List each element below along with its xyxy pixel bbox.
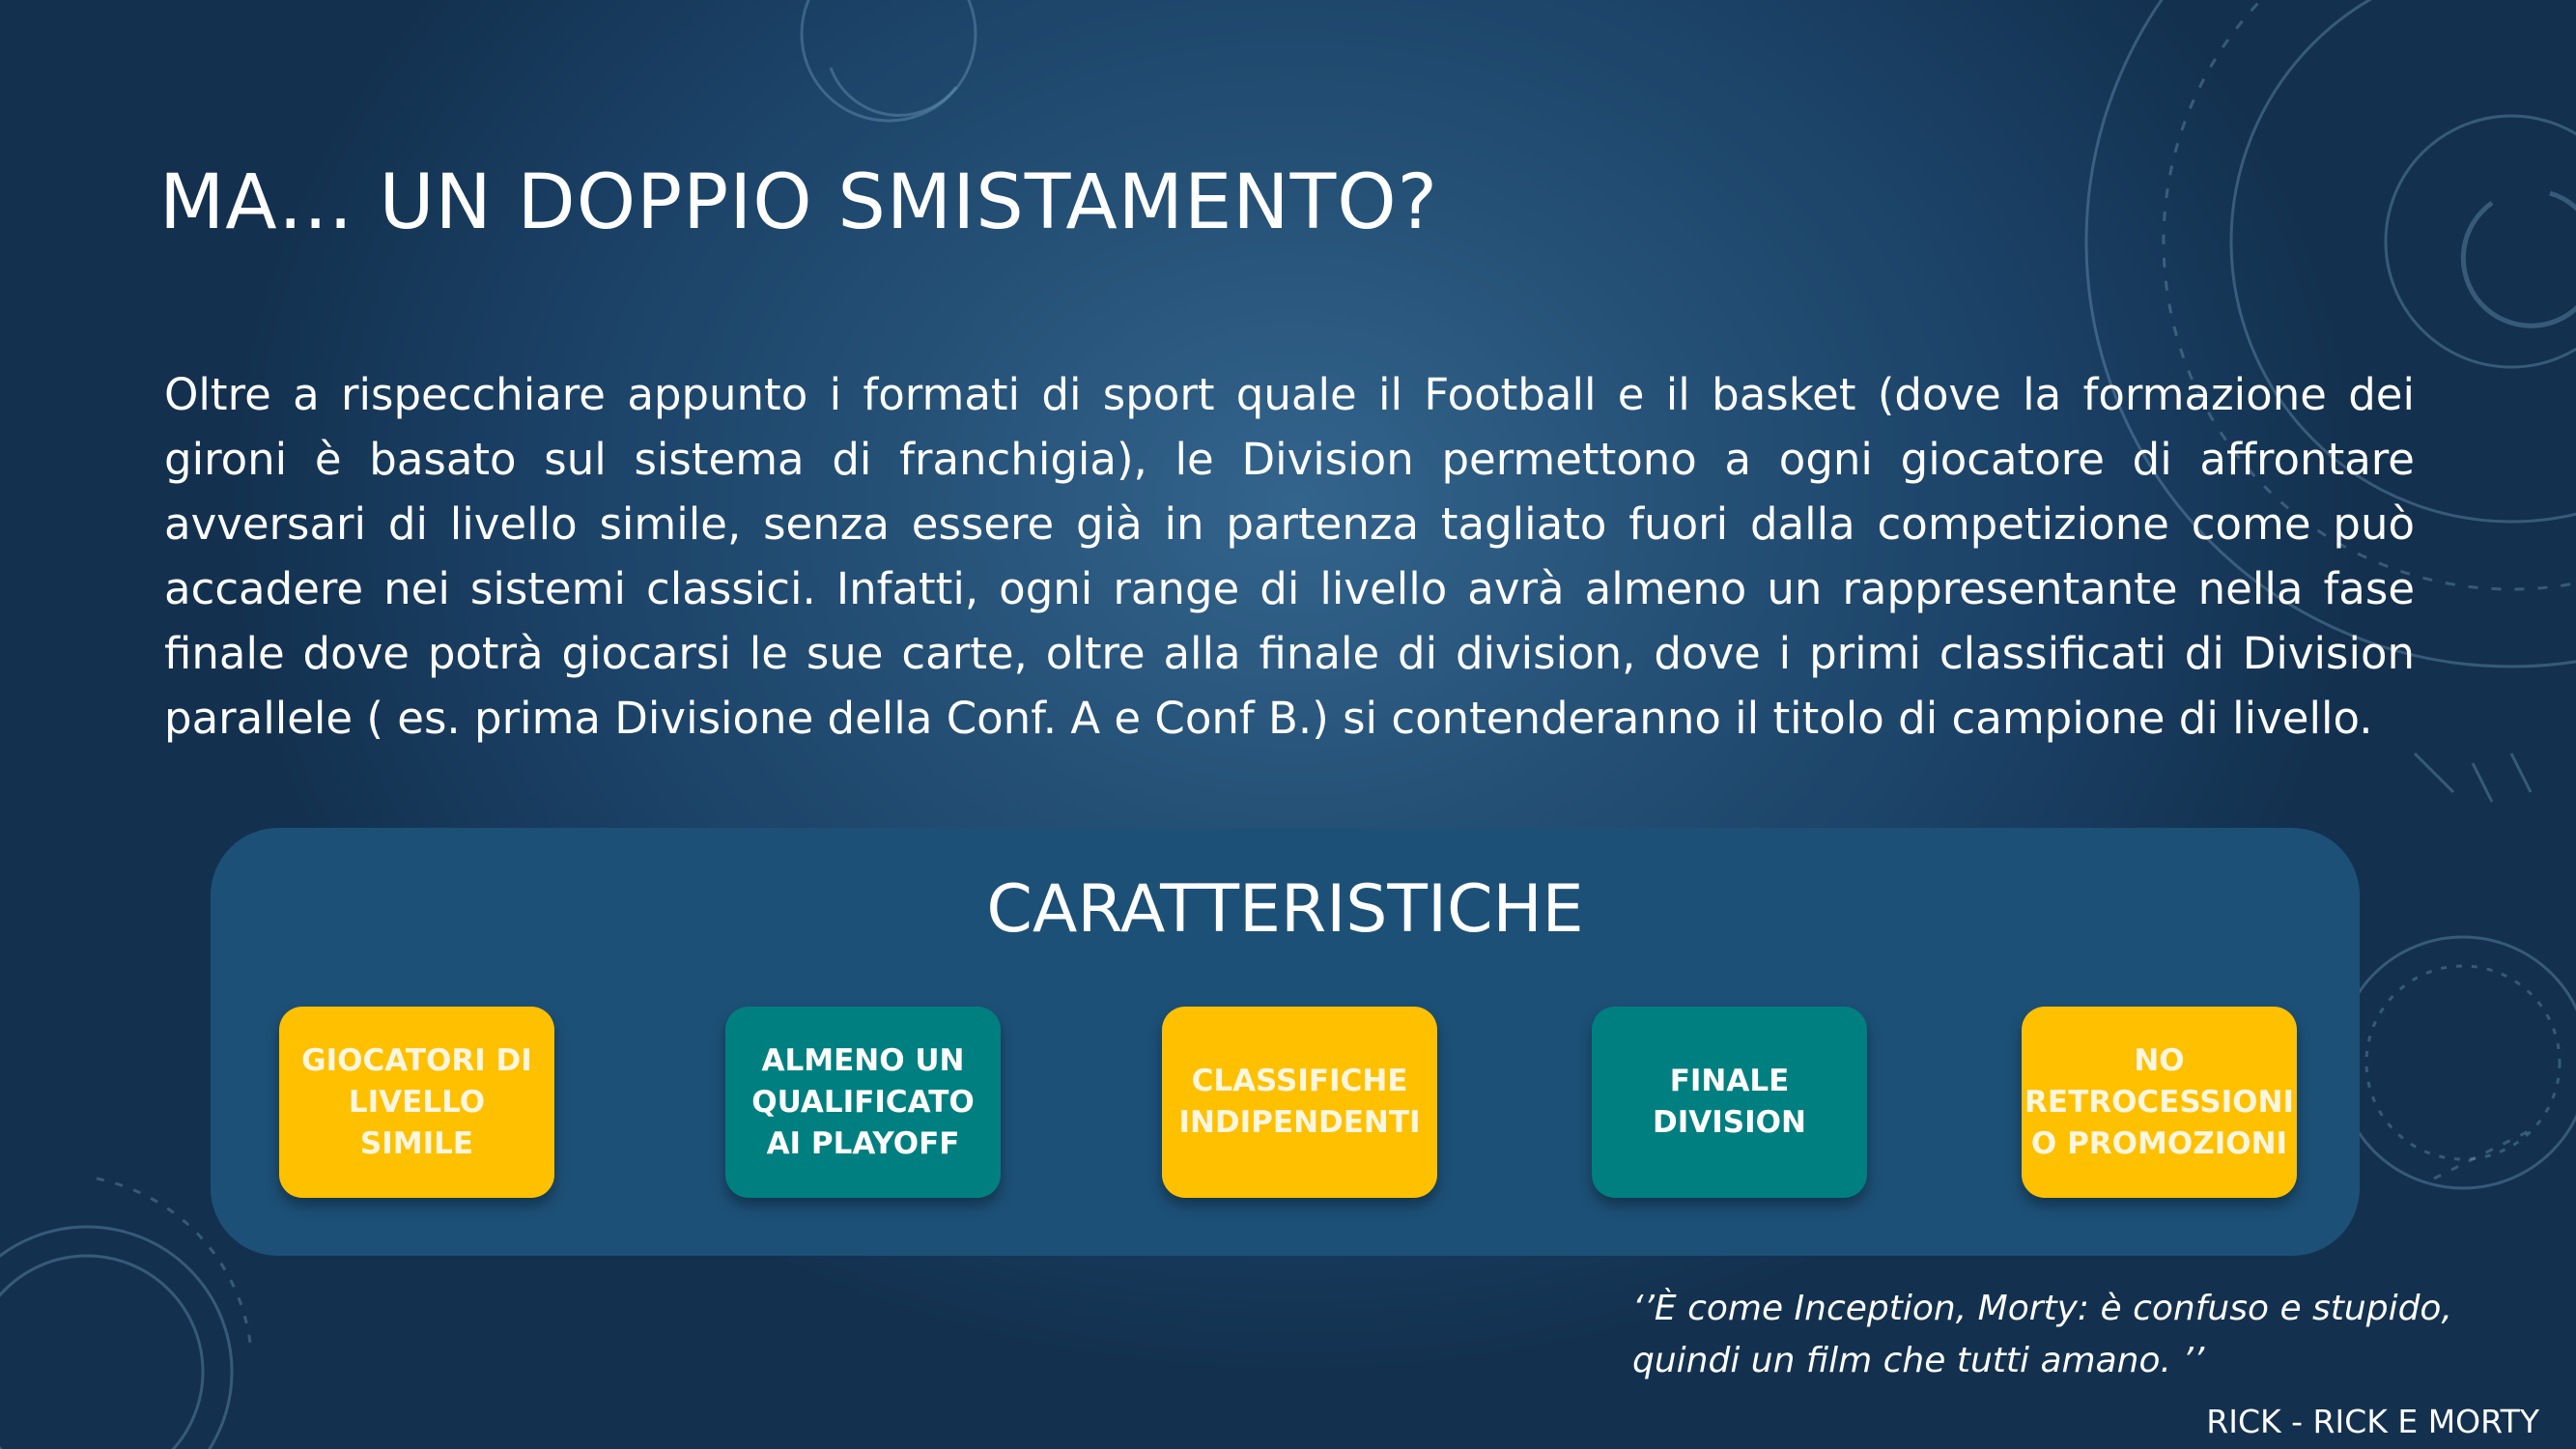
quote-attribution: RICK - RICK E MORTY (2206, 1403, 2539, 1440)
feature-card-final-division[interactable]: FINALE DIVISION (1592, 1007, 1867, 1198)
feature-card-playoff-qualifier[interactable]: ALMENO UN QUALIFICATO AI PLAYOFF (725, 1007, 1001, 1198)
feature-card-independent-standings[interactable]: CLASSIFICHE INDIPENDENTI (1162, 1007, 1437, 1198)
features-panel (211, 828, 2360, 1256)
feature-card-similar-level[interactable]: GIOCATORI DI LIVELLO SIMILE (279, 1007, 554, 1198)
panel-title: CARATTERISTICHE (986, 871, 1584, 948)
quote-text: ‘’È come Inception, Morty: è confuso e stupido, quindi un film che tutti amano. ’’ (1632, 1289, 2452, 1380)
body-paragraph: Oltre a rispecchiare appunto i formati di sport quale il Football e il basket (dove la formazione dei gironi è basato sul sistema di franchigia), le Division permettono a ogni giocatore di affrontare avversari di livello simile, senza essere già in partenza tagliato fuori dalla competizione come può accadere nei sistemi classici. Infatti, ogni range di livello avrà almeno un rappresentante nella fase finale dove potrà giocarsi le sue carte, oltre alla finale di division, dove i primi classificati di Division parallele ( es. prima Divisione della Conf. A e Conf B.) si contenderanno il titolo di campione di livello. (164, 369, 2415, 744)
slide-title: MA… UN DOPPIO SMISTAMENTO? (159, 159, 1439, 246)
feature-card-no-relegation[interactable]: NO RETROCESSIONI O PROMOZIONI (2022, 1007, 2297, 1198)
